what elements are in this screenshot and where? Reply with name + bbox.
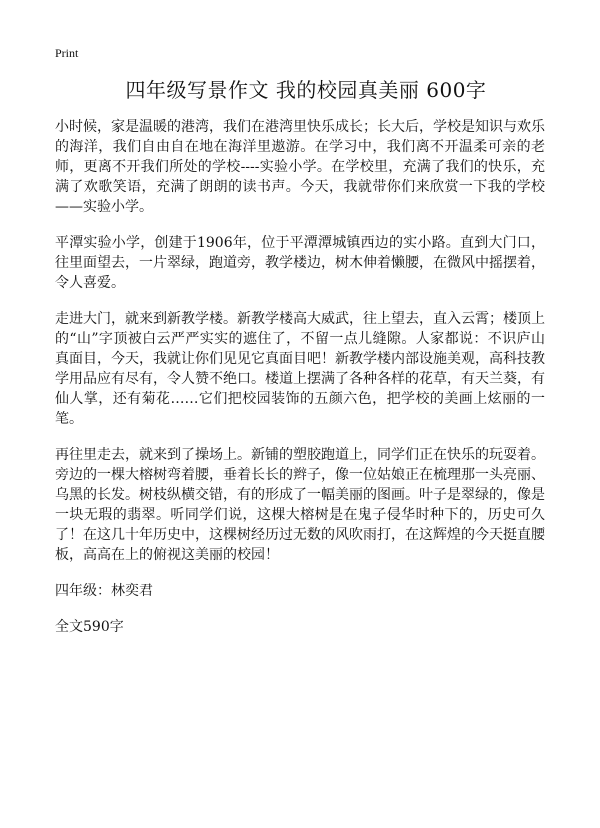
article-paragraph: 再往里走去，就来到了操场上。新铺的塑胶跑道上，同学们正在快乐的玩耍着。旁边的一棵大榕树弯着腰，垂着长长的辫子，像一位姑娘正在梳理那一头亮丽、乌黑的长发。树枝纵横交错，有的形成了一幅美丽的图画。叶子是翠绿的，像是一块无瑕的翡翠。听同学们说，这棵大榕树是在鬼子侵华时种下的，历史可久了！在这几十年历史中，这棵树经历过无数的风吹雨打，在这辉煌的今天挺直腰板，高高在上的俯视这美丽的校园！: [55, 447, 545, 563]
article-title: 四年级写景作文 我的校园真美丽 600字: [125, 78, 487, 102]
article-paragraph: 走进大门，就来到新教学楼。新教学楼高大威武，往上望去，直入云霄；楼顶上的“山”字顶被白云严严实实的遮住了，不留一点儿缝隙。人家都说：不识庐山真面目，今天，我就让你们见见它真面目吧！新教学楼内部设施美观，高科技教学用品应有尽有，令人赞不绝口。楼道上摆满了各种各样的花草，有天兰葵，有仙人掌，还有菊花……它们把校园装饰的五颜六色，把学校的美画上炫丽的一笔。: [55, 311, 545, 427]
article-paragraph: 小时候，家是温暖的港湾，我们在港湾里快乐成长；长大后，学校是知识与欢乐的海洋，我们自由自在地在海洋里遨游。在学习中，我们离不开温柔可亲的老师，更离不开我们所处的学校----实验小学。在学校里，充满了我们的快乐，充满了欢歌笑语，充满了朗朗的读书声。今天，我就带你们来欣赏一下我的学校——实验小学。: [55, 119, 545, 215]
article-paragraph: 平潭实验小学，创建于1906年，位于平潭潭城镇西边的实小路。直到大门口，往里面望去，一片翠绿，跑道旁，教学楼边，树木伸着懒腰，在微风中摇摆着，令人喜爱。: [55, 235, 545, 291]
print-link[interactable]: Print: [55, 46, 79, 60]
word-count: 全文590字: [55, 619, 124, 635]
author-line: 四年级：林奕君: [55, 583, 153, 599]
article-body: [55, 117, 545, 653]
